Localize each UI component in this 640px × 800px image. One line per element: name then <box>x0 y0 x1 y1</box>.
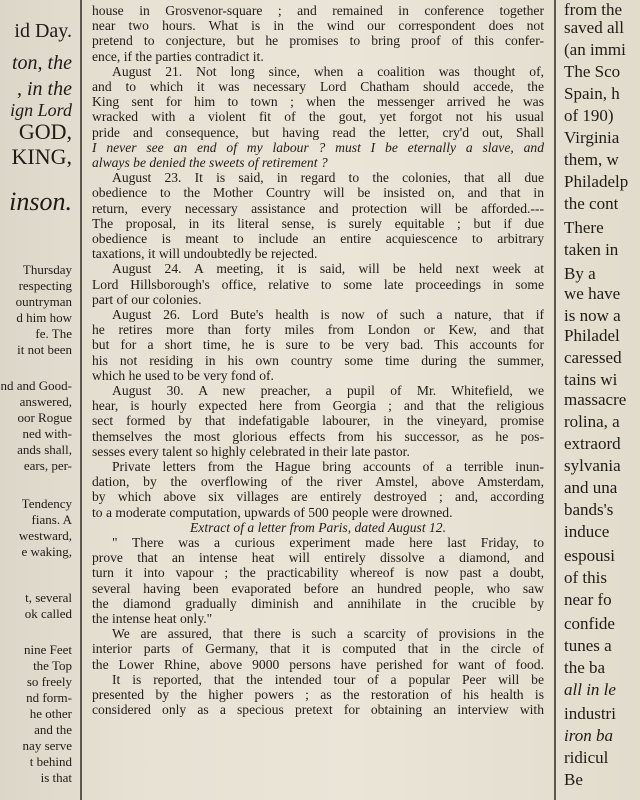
article-line: " There was a curious experiment made here last Friday, to <box>112 536 544 550</box>
right-column-line: ridicul <box>564 748 609 767</box>
left-column-line: fians. A <box>31 512 72 527</box>
article-line: taxations, it will undoubtedly be rejected. <box>92 247 318 262</box>
left-column-line: ands shall, <box>17 442 72 457</box>
right-column-line: confide <box>564 614 615 633</box>
left-column-line: d him how <box>16 310 72 325</box>
article-column <box>84 0 552 800</box>
left-column-line: so freely <box>26 674 72 689</box>
article-line: always be denied the sweets of retirement ? <box>92 156 328 170</box>
article-line: prove that an intense heat will entirely dissolve a diamond, and <box>92 551 544 566</box>
right-column-line: induce <box>564 522 610 541</box>
left-column-line: t, several <box>25 590 72 605</box>
article-line: return, every necessary assistance and protection will be afforded.--- <box>92 201 544 216</box>
article-line: ence, if the parties contradict it. <box>92 49 264 64</box>
right-column-line: Philadel <box>564 326 620 345</box>
left-column-line: ok called <box>24 606 72 621</box>
article-line: dation, by the overflowing of the river Amstel, above Amsterdam, <box>92 475 544 490</box>
article-line: sect formed by that indefatigable labourer, in the vineyard, promise <box>92 414 544 429</box>
left-column-fragment <box>0 0 78 800</box>
left-column-line: ton, the <box>12 52 72 74</box>
article-line: obedience to the Mother Country will be insisted on, and that in <box>92 186 544 201</box>
left-column-line: t behind <box>29 754 72 769</box>
right-column-line: taken in <box>564 240 619 259</box>
right-column-line: them, w <box>564 150 619 169</box>
article-line: by which above six villages are entirely destroyed ; and, according <box>92 490 544 505</box>
right-column-line: the cont <box>564 194 619 213</box>
right-column-line: Spain, h <box>564 84 620 103</box>
left-column-line: , in the <box>17 78 72 100</box>
article-line: The proposal, in its literal sense, is surely equitable ; but if due <box>92 216 544 231</box>
article-line: I never see an end of my labour ? must I be eternally a slave, and <box>92 140 544 155</box>
right-column-line: espousi <box>564 546 615 565</box>
right-column-fragment <box>560 0 640 800</box>
article-line: August 23. It is said, in regard to the colonies, that all due <box>112 171 544 186</box>
article-line: wracked with a violent fit of the gout, yet forgot not his usual <box>92 110 544 125</box>
left-column-line: ountryman <box>15 294 72 309</box>
left-column-line: inson. <box>9 188 72 216</box>
article-line: but for a short time, he is sure to be very bad. This accounts for <box>92 338 544 353</box>
article-line: the diamond gradually diminish and annihilate in the crucible by <box>92 596 544 611</box>
left-column-line: Tendency <box>21 496 72 511</box>
article-line: he retires more than forty miles from London or Kew, and that <box>92 323 544 338</box>
left-column-line: nd and Good- <box>0 378 72 393</box>
article-line: King sent for him to town ; when the messenger arrived he was <box>92 95 544 110</box>
article-line: August 21. Not long since, when a coalition was thought of, <box>112 64 544 79</box>
right-column-line: iron ba <box>564 726 613 745</box>
right-column-line: Be <box>564 770 583 789</box>
article-line: Lord Hillsborough's office, relative to some late proceedings in some <box>92 277 544 292</box>
left-column-line: it not been <box>17 342 72 357</box>
article-line: near two hours. What is in the wind our correspondent does not <box>92 19 544 34</box>
right-column-line: The Sco <box>564 62 621 81</box>
left-column-line: he other <box>29 706 72 721</box>
right-column-line: all in le <box>564 680 616 699</box>
right-column-line: massacre <box>564 390 627 409</box>
article-line: the Lower Rhine, above 9000 persons have perished for want of food. <box>92 657 544 672</box>
left-column-line: id Day. <box>14 20 72 42</box>
left-column-line: the Top <box>33 658 72 673</box>
article-line: part of our colonies. <box>92 292 202 307</box>
right-column-line: sylvania <box>564 456 621 475</box>
article-line: We are assured, that there is such a scarcity of provisions in the <box>112 627 544 642</box>
left-column-line: respecting <box>18 278 72 293</box>
right-column-line: we have <box>564 284 621 303</box>
article-line: several having been evaporated before an hundred people, who saw <box>92 581 544 596</box>
column-rule-right <box>554 0 556 800</box>
left-column-line: westward, <box>18 528 72 543</box>
left-column-line: and the <box>34 722 72 737</box>
left-column-line: nine Feet <box>23 642 72 657</box>
article-line: the intense heat only." <box>92 612 213 626</box>
right-column-line: (an immi <box>564 40 626 59</box>
article-line: August 30. A new preacher, a pupil of Mr. Whitefield, we <box>112 384 544 398</box>
right-column-line: bands's <box>564 500 614 519</box>
right-column-line: Virginia <box>564 128 620 147</box>
article-line: obedience is meant to include an entire acquiescence to arbitrary <box>92 232 544 246</box>
left-column-line: nay serve <box>22 738 72 753</box>
left-column-line: fe. The <box>35 326 72 341</box>
right-column-line: extraord <box>564 434 621 453</box>
left-column-line: Thursday <box>22 262 72 277</box>
article-line: house in Grosvenor-square ; and remained in conference together <box>92 4 544 18</box>
left-column-line: KING, <box>11 145 72 169</box>
article-line: August 26. Lord Bute's health is now of such a nature, that if <box>112 308 544 322</box>
right-column-line: saved all <box>564 18 624 37</box>
left-column-line: GOD, <box>18 120 72 144</box>
article-line: turn it into vapour ; the practicability whereof is now past a doubt, <box>92 566 544 581</box>
column-rule-left <box>80 0 82 800</box>
left-column-line: answered, <box>19 394 72 409</box>
article-line: pride and consequence, but having read the letter, cry'd out, Shall <box>92 125 544 140</box>
article-line: hear, is hourly expected here from Georgia ; and that the religious <box>92 399 544 414</box>
article-line: themselves the most glorious effects from his successor, as he pos- <box>92 429 544 444</box>
right-column-line: the ba <box>564 658 606 677</box>
right-column-line: is now a <box>564 306 621 325</box>
right-column-line: By a <box>564 264 596 283</box>
article-line: Private letters from the Hague bring accounts of a terrible inun- <box>112 460 544 474</box>
left-column-line: e waking, <box>21 544 72 559</box>
article-line: It is reported, that the intended tour of a popular Peer will be <box>112 672 544 687</box>
article-line: considered only as a specious pretext for obtaining an interview with <box>92 703 544 718</box>
article-line: pretend to conjecture, but he promises to bring proof of this confer- <box>92 34 544 49</box>
right-column-line: industri <box>564 704 616 723</box>
left-column-line: oor Rogue <box>17 410 72 425</box>
article-line: which he used to be very fond of. <box>92 368 274 383</box>
right-column-line: Philadelp <box>564 172 629 191</box>
left-column-line: nd form- <box>26 690 72 705</box>
article-line: to a moderate computation, upwards of 500 people were drowned. <box>92 505 453 520</box>
article-line: his not residing in his own country some time during the summer, <box>92 353 544 368</box>
article-line: interior parts of Germany, that it is computed that in the circle of <box>92 642 544 657</box>
right-column-line: of 190) <box>564 106 614 125</box>
right-column-line: near fo <box>564 590 612 609</box>
left-column-line: ears, per- <box>23 458 72 473</box>
right-column-line: tunes a <box>564 636 612 655</box>
article-line: Extract of a letter from Paris, dated August 12. <box>190 520 446 535</box>
left-column-line: ned with- <box>22 426 72 441</box>
right-column-line: rolina, a <box>564 412 620 431</box>
right-column-line: tains wi <box>564 370 618 389</box>
left-column-line: ign Lord <box>10 100 72 120</box>
article-line: August 24. A meeting, it is said, will be held next week at <box>112 262 544 277</box>
article-line: presented by the higher powers ; as the restoration of his health is <box>92 688 544 702</box>
article-line: and to which it was necessary Lord Chatham should accede, the <box>92 80 544 94</box>
article-line: sesses every talent so highly celebrated in their late pastor. <box>92 444 410 459</box>
right-column-line: of this <box>564 568 607 587</box>
right-column-line: and una <box>564 478 618 497</box>
right-column-line: There <box>564 218 604 237</box>
right-column-line: caressed <box>564 348 622 367</box>
left-column-line: is that <box>40 770 72 785</box>
right-column-line: from the <box>564 0 623 19</box>
